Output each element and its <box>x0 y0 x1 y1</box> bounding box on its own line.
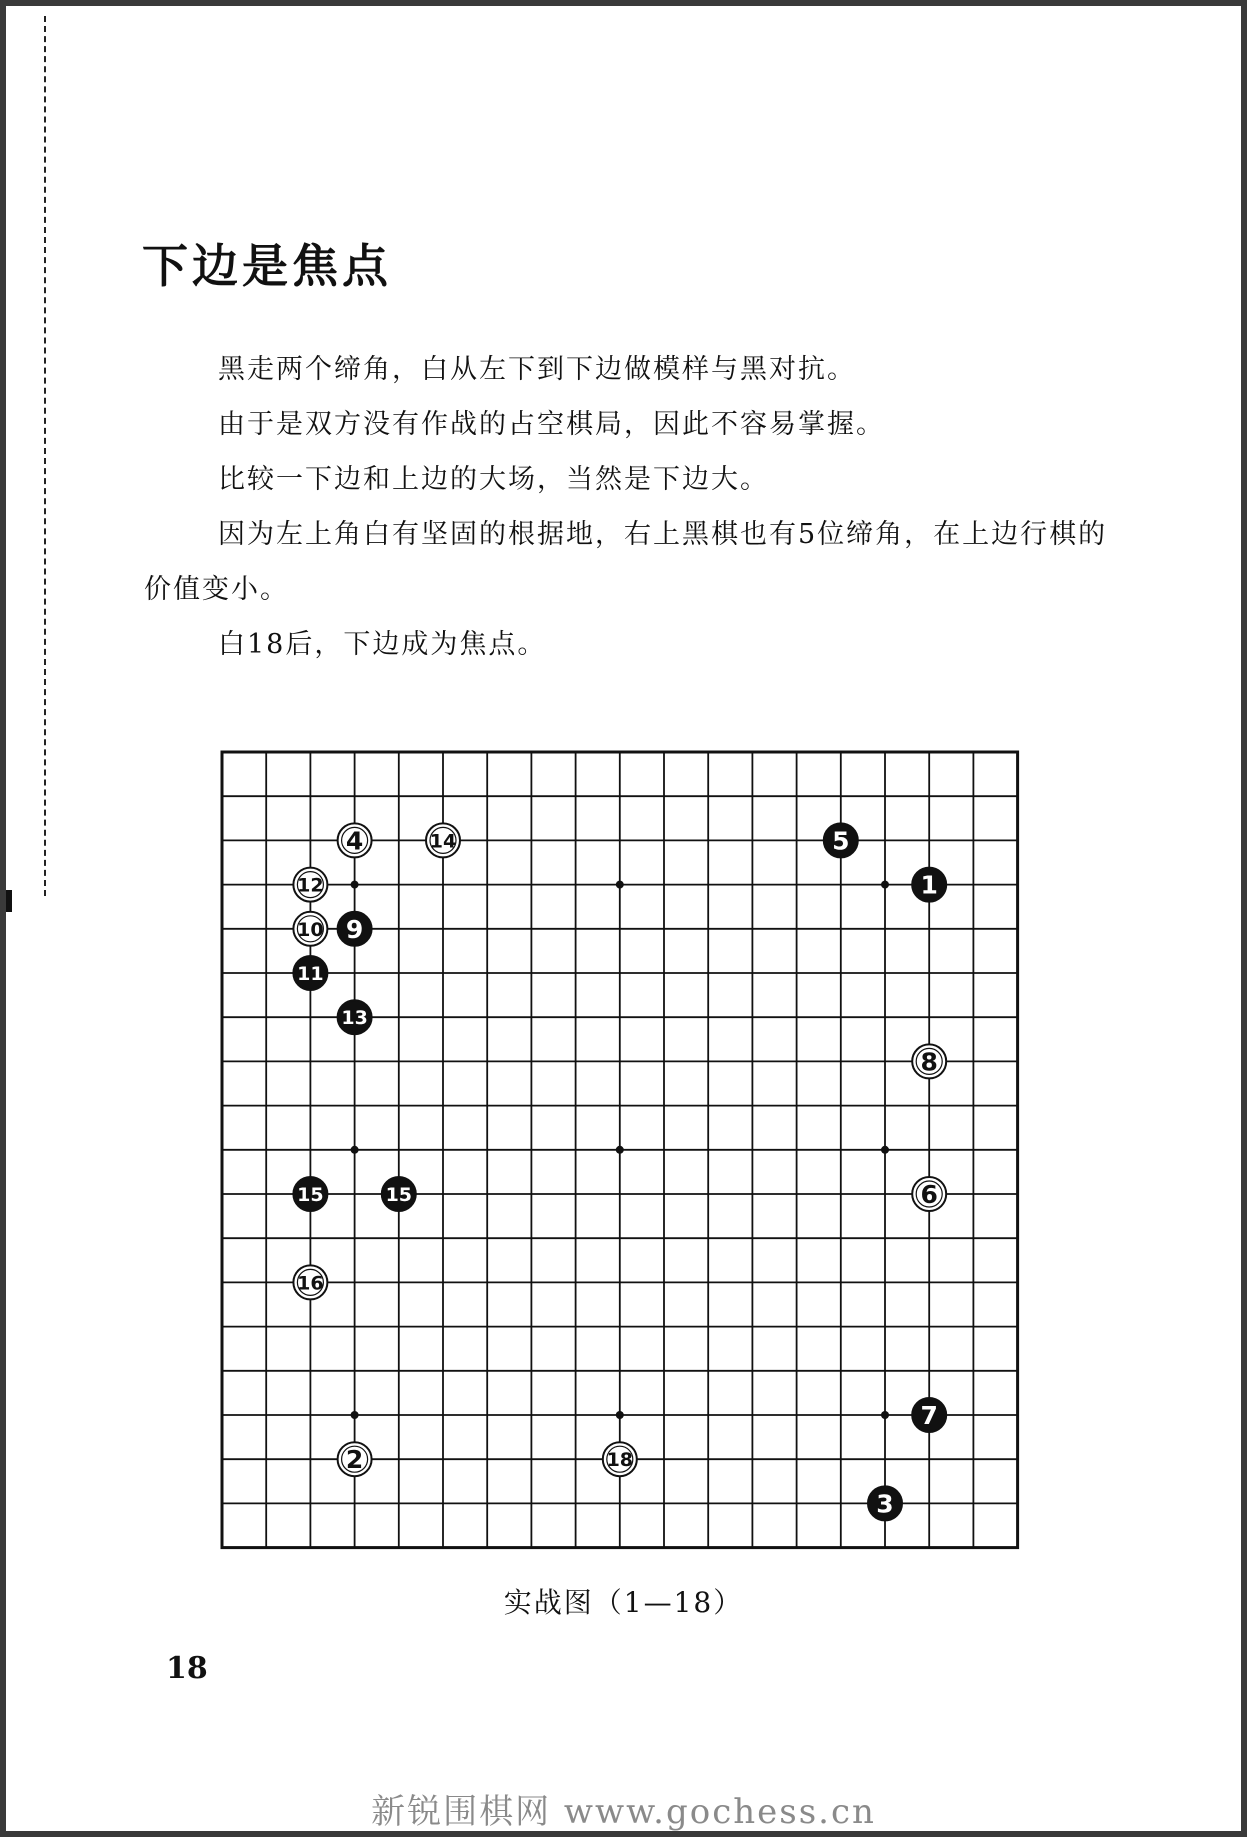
move-number: 11 <box>297 963 324 985</box>
move-number: 14 <box>429 830 457 853</box>
figure-caption: 实战图（1—18） <box>503 1586 744 1619</box>
move-number: 7 <box>920 1401 938 1430</box>
page-title: 下边是焦点 <box>142 239 392 293</box>
star-point <box>351 1146 359 1154</box>
paragraph-1: 黑走两个缔角，白从左下到下边做模样与黑对抗。 <box>218 354 856 385</box>
move-number: 18 <box>606 1449 634 1472</box>
star-point <box>616 1411 624 1419</box>
star-point <box>616 1146 624 1154</box>
move-number: 5 <box>832 826 850 856</box>
go-board-diagram <box>6 6 1241 1831</box>
move-number: 2 <box>345 1445 364 1475</box>
paragraph-2: 由于是双方没有作战的占空棋局，因此不容易掌握。 <box>218 409 885 440</box>
book-page <box>6 6 1241 1831</box>
move-number: 10 <box>297 918 324 941</box>
star-point <box>881 1411 889 1419</box>
move-number: 9 <box>345 914 364 944</box>
paragraph-4: 因为左上角白有坚固的根据地，右上黑棋也有5位缔角，在上边行棋的价值变小。 <box>144 519 1108 605</box>
star-point <box>351 1411 359 1419</box>
move-number: 4 <box>345 826 364 856</box>
page-number: 18 <box>166 1651 208 1686</box>
move-number: 1 <box>920 870 938 900</box>
star-point <box>881 881 889 889</box>
site-watermark: 新锐围棋网 www.gochess.cn <box>371 1792 876 1832</box>
move-number: 12 <box>297 874 324 897</box>
move-number: 8 <box>920 1047 938 1077</box>
star-point <box>881 1146 889 1154</box>
star-point <box>351 881 359 889</box>
move-number: 16 <box>297 1272 324 1295</box>
move-number: 15 <box>385 1184 413 1206</box>
paragraph-3: 比较一下边和上边的大场，当然是下边大。 <box>218 464 769 495</box>
move-number: 15 <box>297 1184 324 1206</box>
move-number: 3 <box>876 1489 894 1519</box>
star-point <box>616 881 624 889</box>
paragraph-5: 白18后，下边成为焦点。 <box>218 629 547 660</box>
move-number: 6 <box>920 1180 938 1209</box>
move-number: 13 <box>341 1007 368 1030</box>
